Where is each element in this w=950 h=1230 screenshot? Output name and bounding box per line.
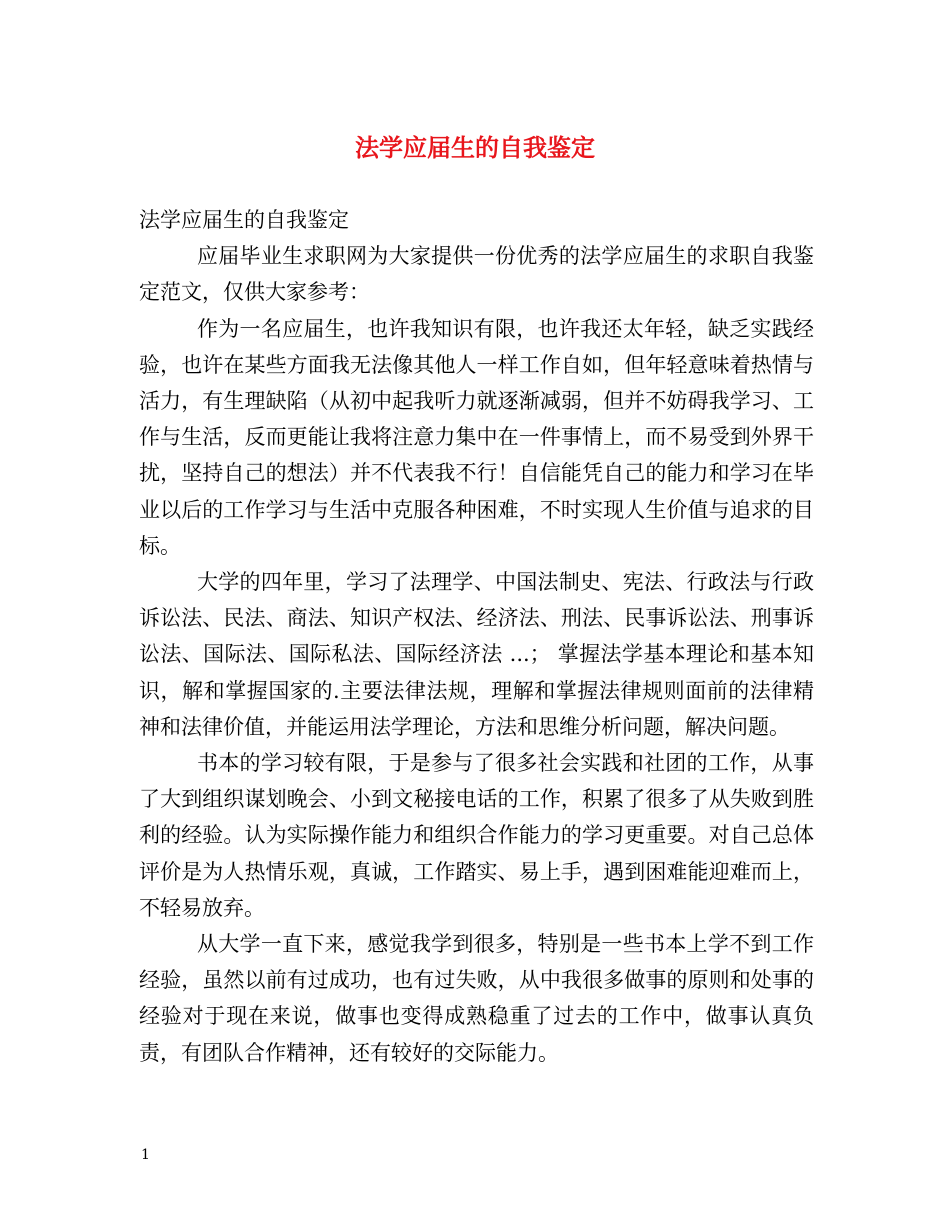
page-number: 1 xyxy=(141,1147,150,1163)
document-body xyxy=(139,202,814,1071)
paragraph-self-introduction: 作为一名应届生，也许我知识有限，也许我还太年轻，缺乏实践经验，也许在某些方面我无法像其他人一样工作自如，但年轻意味着热情与活力，有生理缺陷（从初中起我听力就逐渐减弱，但并不妨碍我学习、工作与生活，反而更能让我将注意力集中在一件事情上，而不易受到外界干扰，坚持自己的想法）并不代表我不行！自信能凭自己的能力和学习在毕业以后的工作学习与生活中克服各种困难，不时实现人生价值与追求的目标。 xyxy=(139,316,814,558)
document-title: 法学应届生的自我鉴定 xyxy=(355,133,595,162)
paragraph-studies: 大学的四年里，学习了法理学、中国法制史、宪法、行政法与行政诉讼法、民法、商法、知识产权法、经济法、刑法、民事诉讼法、刑事诉讼法、国际法、国际私法、国际经济法 ...； 掌握法学基本理论和基本知识，解和掌握国家的.主要法律法规，理解和掌握法律规则面前的法律精神和法律价值，并能运用法学理论，方法和思维分析问题，解决问题。 xyxy=(139,570,814,739)
paragraph-summary: 从大学一直下来，感觉我学到很多，特别是一些书本上学不到工作经验，虽然以前有过成功，也有过失败，从中我很多做事的原则和处事的经验对于现在来说，做事也变得成熟稳重了过去的工作中，做事认真负责，有团队合作精神，还有较好的交际能力。 xyxy=(139,932,814,1065)
paragraph-practice: 书本的学习较有限，于是参与了很多社会实践和社团的工作，从事了大到组织谋划晚会、小到文秘接电话的工作，积累了很多了从失败到胜利的经验。认为实际操作能力和组织合作能力的学习更重要。对自己总体评价是为人热情乐观，真诚，工作踏实、易上手，遇到困难能迎难而上，不轻易放弃。 xyxy=(139,751,814,920)
document-subtitle: 法学应届生的自我鉴定 xyxy=(139,208,349,232)
paragraph-intro: 应届毕业生求职网为大家提供一份优秀的法学应届生的求职自我鉴定范文，仅供大家参考： xyxy=(139,244,814,305)
